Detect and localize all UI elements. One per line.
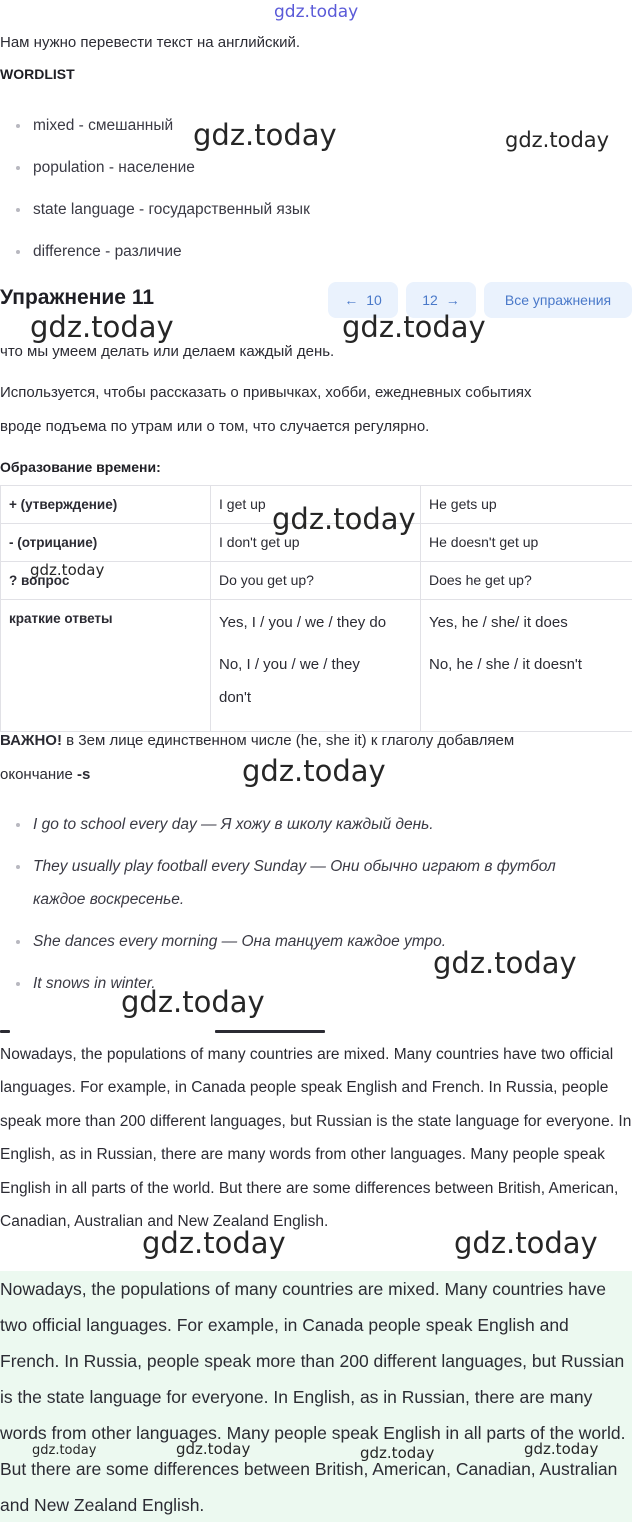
- short-answer: No, I / you / we / they: [219, 648, 412, 681]
- table-cell: [421, 600, 632, 732]
- clipped-heading: [0, 1030, 632, 1036]
- watermark: gdz.today: [142, 1226, 286, 1260]
- important-suffix: -s: [77, 766, 90, 783]
- example-item: It snows in winter.: [0, 967, 600, 1000]
- table-cell: He doesn't get up: [421, 524, 632, 562]
- all-exercises-button[interactable]: [484, 282, 632, 318]
- important-text: в 3ем лице единственном числе (he, she it) к глаголу добавляем: [62, 732, 514, 749]
- wordlist-item: difference - различие: [0, 244, 310, 286]
- answer-text: Nowadays, the populations of many countries are mixed. Many countries have two official languages. For example, in Canada people speak English and French. In Russia, people speak more than 200 different languages, but Russian is the state language for everyone. In English, as in Russian, there are many words from other languages. Many people speak English in all parts of the world. But there are some differences between British, American, Canadian, Australian and New Zealand English.: [0, 1271, 632, 1523]
- watermark: gdz.today: [242, 754, 386, 788]
- intro-text: Нам нужно перевести текст на английский.: [0, 26, 300, 59]
- short-answer: don't: [219, 681, 412, 714]
- watermark: gdz.today: [360, 1444, 434, 1462]
- important-note: [0, 724, 514, 757]
- short-answer: Yes, he / she/ it does: [429, 606, 624, 639]
- table-cell: I don't get up: [211, 524, 421, 562]
- formation-title: Образование времени:: [0, 451, 161, 484]
- wordlist-item: population - население: [0, 160, 310, 202]
- wordlist-item: state language - государственный язык: [0, 202, 310, 244]
- watermark: gdz.today: [30, 310, 174, 344]
- theory-line: вроде подъема по утрам или о том, что случается регулярно.: [0, 410, 429, 443]
- theory-line: что мы умеем делать или делаем каждый день.: [0, 335, 334, 368]
- watermark: gdz.today: [272, 502, 416, 536]
- prev-exercise-label: 10: [366, 292, 382, 308]
- important-note-cont: [0, 758, 90, 791]
- important-text: окончание: [0, 766, 77, 783]
- short-answer: No, he / she / it doesn't: [429, 648, 624, 681]
- arrow-right-icon: →: [446, 292, 460, 308]
- table-row: [1, 600, 632, 732]
- watermark: gdz.today: [32, 1443, 96, 1458]
- short-answer: Yes, I / you / we / they do: [219, 606, 412, 639]
- watermark: gdz.today: [433, 946, 577, 980]
- next-exercise-label: 12: [422, 292, 438, 308]
- table-cell: + (утверждение): [1, 486, 211, 524]
- table-cell: - (отрицание): [1, 524, 211, 562]
- site-logo[interactable]: gdz.today: [274, 2, 358, 22]
- table-cell: [211, 600, 421, 732]
- exercise-title: Упражнение 11: [0, 286, 154, 310]
- table-cell: ? вопрос: [1, 562, 211, 600]
- wordlist-title: WORDLIST: [0, 58, 75, 91]
- table-cell: краткие ответы: [1, 600, 211, 732]
- watermark: gdz.today: [121, 985, 265, 1019]
- watermark: gdz.today: [193, 118, 337, 152]
- example-item: She dances every morning — Она танцует каждое утро.: [0, 925, 600, 958]
- watermark: gdz.today: [505, 128, 609, 152]
- theory-line: Используется, чтобы рассказать о привычках, хобби, ежедневных событиях: [0, 376, 532, 409]
- all-exercises-label: Все упражнения: [505, 292, 611, 308]
- table-cell: He gets up: [421, 486, 632, 524]
- watermark: gdz.today: [342, 310, 486, 344]
- table-cell: Do you get up?: [211, 562, 421, 600]
- example-item: They usually play football every Sunday — Они обычно играют в футбол каждое воскресенье.: [0, 850, 600, 916]
- watermark: gdz.today: [454, 1226, 598, 1260]
- example-item: I go to school every day — Я хожу в школу каждый день.: [0, 808, 600, 841]
- arrow-left-icon: ←: [344, 292, 358, 308]
- watermark: gdz.today: [176, 1440, 250, 1458]
- watermark: gdz.today: [30, 561, 104, 579]
- watermark: gdz.today: [524, 1440, 598, 1458]
- important-label: ВАЖНО!: [0, 732, 62, 749]
- wordlist-item: mixed - смешанный: [0, 118, 310, 160]
- table-cell: Does he get up?: [421, 562, 632, 600]
- table-cell: I get up: [211, 486, 421, 524]
- source-passage: Nowadays, the populations of many countries are mixed. Many countries have two official languages. For example, in Canada people speak English and French. In Russia, people speak more than 200 different languages, but Russian is the state language for everyone. In English, as in Russian, there are many words from other languages. Many people speak English in all parts of the world. But there are some differences between British, American, Canadian, Australian and New Zealand English.: [0, 1038, 632, 1238]
